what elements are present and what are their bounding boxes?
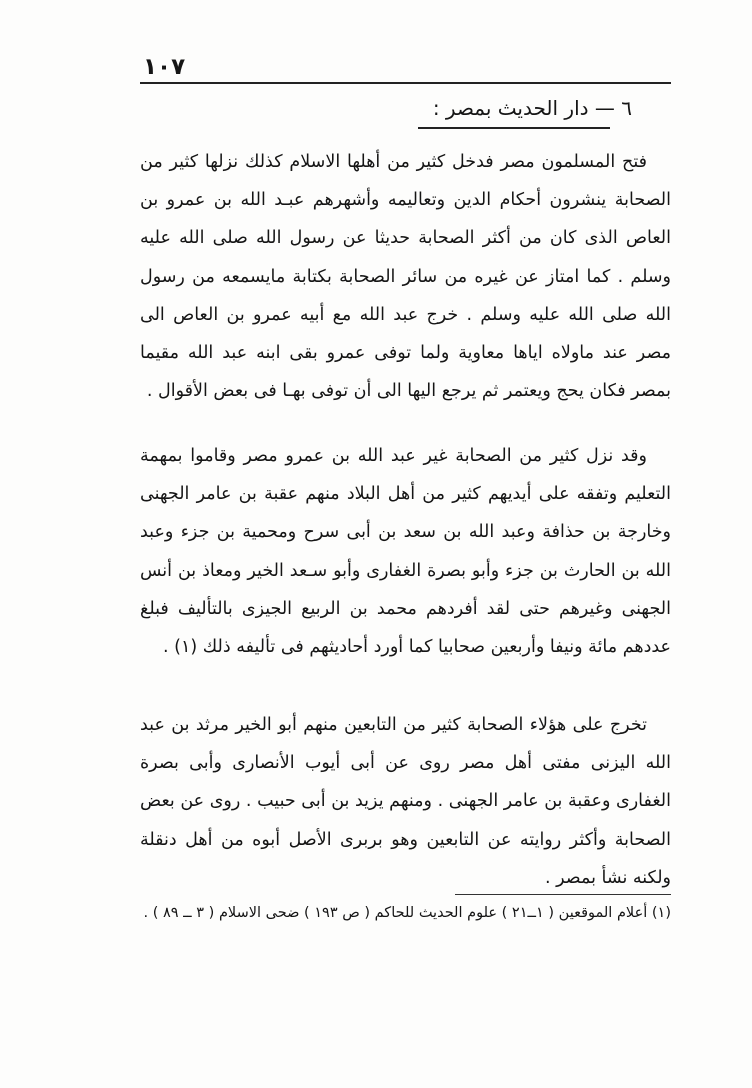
footnote-rule	[455, 894, 671, 895]
paragraph-1: فتح المسلمون مصر فدخل كثير من أهلها الاسلام كذلك نزلها كثير من الصحابة ينشرون أحكام الدين وتعاليمه وأشهرهم عبـد الله بن عمرو بن العاص الذى كان من أكثر الصحابة حديثا عن رسول الله صلى الله عليه وسلم . كما امتاز عن غيره من سائر الصحابة بكتابة مايسمعه من رسول الله صلى الله عليه وسلم . خرج عبد الله مع أبيه عمرو بن العاص الى مصر عند ماولاه اياها معاوية ولما توفى عمرو بقى ابنه عبد الله مقيما بمصر فكان يحج ويعتمر ثم يرجع اليها الى أن توفى بهـا فى بعض الأقوال .	[140, 152, 671, 402]
header-rule	[140, 82, 671, 84]
page-number: ١٠٧	[143, 54, 186, 80]
footnote: (١) أعلام الموقعين ( ١ــ٢١ ) علوم الحديث للحاكم ( ص ١٩٣ ) ضحى الاسلام ( ٣ ــ ٨٩ ) .	[143, 905, 671, 921]
heading-underline	[418, 127, 610, 129]
paragraph-2: وقد نزل كثير من الصحابة غير عبد الله بن عمرو مصر وقاموا بمهمة التعليم وتفقه على أيديهم كثير من أهل البلاد منهم عقبة بن عامر الجهنى وخارجة بن حذافة وعبد الله بن سعد بن أبى سرح ومحمية بن جزء وعبد الله بن الحارث بن جزء وأبو بصرة الغفارى وأبو سـعد الخير ومعاذ بن أنس الجهنى وغيرهم حتى لقد أفردهم محمد بن الربيع الجيزى بالتأليف فبلغ عددهم مائة ونيفا وأربعين صحابيا كما أورد أحاديثهم فى تأليفه ذلك (١) .	[140, 446, 671, 658]
paragraph-3: تخرج على هؤلاء الصحابة كثير من التابعين منهم أبو الخير مرثد بن عبد الله اليزنى مفتى أهل مصر روى عن أبى أيوب الأنصارى وأبى بصرة الغفارى وعقبة بن عامر الجهنى . ومنهم يزيد بن أبى حبيب . روى عن بعض الصحابة وأكثر روايته عن التابعين وهو بربرى الأصل أبوه من أهل دنقلة ولكنه نشأ بمصر .	[140, 715, 671, 888]
section-heading: ٦ — دار الحديث بمصر :	[432, 96, 632, 120]
